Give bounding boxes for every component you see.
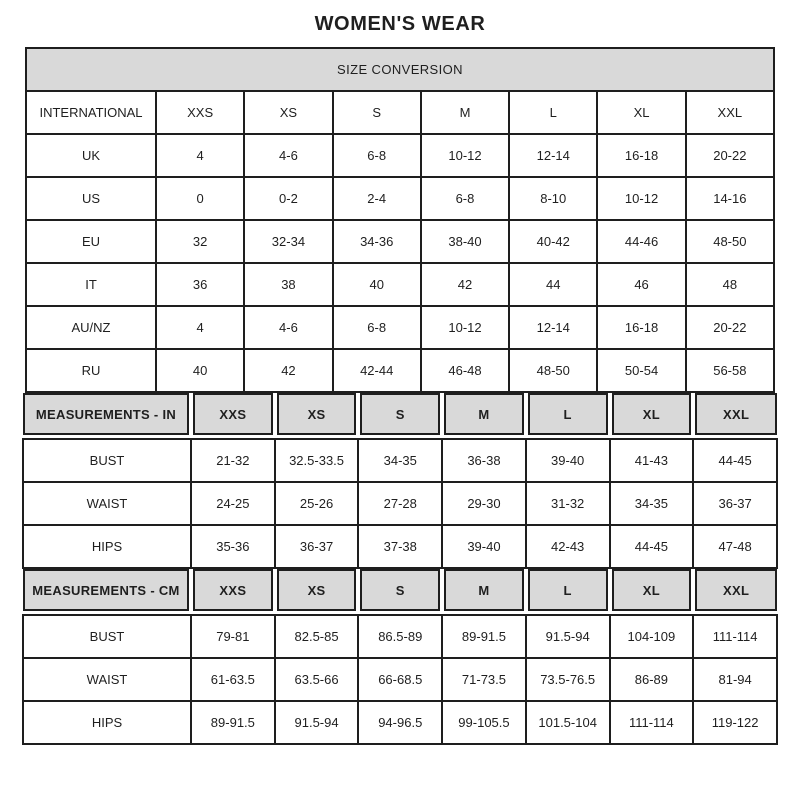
table-cell: 8-10 xyxy=(509,177,597,220)
table-cell: 48 xyxy=(686,263,774,306)
table-cell: 34-36 xyxy=(333,220,421,263)
table-row xyxy=(23,525,777,568)
table-cell: 6-8 xyxy=(333,134,421,177)
table-title-cell: MEASUREMENTS - IN xyxy=(23,393,189,435)
column-header: S xyxy=(333,91,421,134)
table-cell: 0 xyxy=(156,177,244,220)
table-cell: 36 xyxy=(156,263,244,306)
size-conversion-table xyxy=(0,47,800,393)
table-cell: 34-35 xyxy=(358,439,442,482)
table-cell: 32-34 xyxy=(244,220,332,263)
table-row xyxy=(26,177,774,220)
header-cell xyxy=(526,393,610,439)
column-header: XL xyxy=(612,393,692,435)
table-cell: 119-122 xyxy=(693,701,777,744)
table-cell: 38 xyxy=(244,263,332,306)
table-cell: 39-40 xyxy=(526,439,610,482)
table-cell: 10-12 xyxy=(421,306,509,349)
table-cell: 10-12 xyxy=(421,134,509,177)
header-cell xyxy=(442,569,526,615)
table-cell: 32 xyxy=(156,220,244,263)
row-label: AU/NZ xyxy=(26,306,156,349)
table-row xyxy=(23,439,777,482)
table-title-cell: SIZE CONVERSION xyxy=(26,48,774,91)
table-cell: 63.5-66 xyxy=(275,658,359,701)
table-cell: 25-26 xyxy=(275,482,359,525)
table-row xyxy=(23,482,777,525)
table-row xyxy=(26,220,774,263)
table-cell: 16-18 xyxy=(597,306,685,349)
column-header: XXL xyxy=(686,91,774,134)
table-cell: 27-28 xyxy=(358,482,442,525)
column-header: S xyxy=(360,569,440,611)
header-cell xyxy=(23,393,191,439)
table-cell: 16-18 xyxy=(597,134,685,177)
column-header: XS xyxy=(277,393,357,435)
column-header: XXS xyxy=(193,569,273,611)
table-cell: 4 xyxy=(156,306,244,349)
table-cell: 94-96.5 xyxy=(358,701,442,744)
table-cell: 36-37 xyxy=(275,525,359,568)
table-cell: 48-50 xyxy=(509,349,597,392)
table-cell: 24-25 xyxy=(191,482,275,525)
header-cell xyxy=(526,569,610,615)
table-cell: 86.5-89 xyxy=(358,615,442,658)
table-cell: 82.5-85 xyxy=(275,615,359,658)
table-row xyxy=(26,306,774,349)
table-cell: 44 xyxy=(509,263,597,306)
header-cell xyxy=(191,393,275,439)
row-label: BUST xyxy=(23,615,191,658)
table-cell: 2-4 xyxy=(333,177,421,220)
table-cell: 89-91.5 xyxy=(442,615,526,658)
table-cell: 99-105.5 xyxy=(442,701,526,744)
table-cell: 42 xyxy=(244,349,332,392)
table-cell: 34-35 xyxy=(610,482,694,525)
table-cell: 91.5-94 xyxy=(275,701,359,744)
measurements-in-grid xyxy=(22,393,778,569)
table-cell: 66-68.5 xyxy=(358,658,442,701)
column-header: M xyxy=(444,569,524,611)
table-cell: 48-50 xyxy=(686,220,774,263)
table-cell: 89-91.5 xyxy=(191,701,275,744)
table-title-cell: MEASUREMENTS - CM xyxy=(23,569,189,611)
table-cell: 32.5-33.5 xyxy=(275,439,359,482)
row-label: US xyxy=(26,177,156,220)
table-cell: 12-14 xyxy=(509,134,597,177)
table-cell: 42-43 xyxy=(526,525,610,568)
row-label: EU xyxy=(26,220,156,263)
table-cell: 42 xyxy=(421,263,509,306)
header-cell xyxy=(23,569,191,615)
column-header: L xyxy=(509,91,597,134)
table-cell: 44-45 xyxy=(610,525,694,568)
column-header: XXS xyxy=(156,91,244,134)
column-header: XXS xyxy=(193,393,273,435)
column-header: L xyxy=(528,393,608,435)
column-header: XS xyxy=(277,569,357,611)
row-label: WAIST xyxy=(23,658,191,701)
table-cell: 37-38 xyxy=(358,525,442,568)
measurements-cm-grid xyxy=(22,569,778,745)
table-cell: 21-32 xyxy=(191,439,275,482)
table-cell: 91.5-94 xyxy=(526,615,610,658)
table-row xyxy=(23,701,777,744)
table-cell: 40 xyxy=(333,263,421,306)
column-header: L xyxy=(528,569,608,611)
table-row xyxy=(26,134,774,177)
header-cell xyxy=(275,569,359,615)
table-cell: 104-109 xyxy=(610,615,694,658)
row-label: UK xyxy=(26,134,156,177)
header-cell xyxy=(693,393,777,439)
table-row xyxy=(26,349,774,392)
table-cell: 40-42 xyxy=(509,220,597,263)
table-cell: 4 xyxy=(156,134,244,177)
table-cell: 86-89 xyxy=(610,658,694,701)
column-header: M xyxy=(421,91,509,134)
table-cell: 38-40 xyxy=(421,220,509,263)
table-cell: 44-45 xyxy=(693,439,777,482)
column-header: XL xyxy=(612,569,692,611)
header-cell xyxy=(358,393,442,439)
table-cell: 79-81 xyxy=(191,615,275,658)
header-cell xyxy=(693,569,777,615)
table-cell: 10-12 xyxy=(597,177,685,220)
table-cell: 81-94 xyxy=(693,658,777,701)
table-cell: 4-6 xyxy=(244,134,332,177)
page-title: WOMEN'S WEAR xyxy=(314,13,486,35)
table-cell: 6-8 xyxy=(421,177,509,220)
header-cell xyxy=(191,569,275,615)
measurements-in-table xyxy=(0,393,800,569)
table-cell: 0-2 xyxy=(244,177,332,220)
table-row xyxy=(23,658,777,701)
table-cell: 29-30 xyxy=(442,482,526,525)
table-cell: 71-73.5 xyxy=(442,658,526,701)
table-cell: 41-43 xyxy=(610,439,694,482)
column-header: S xyxy=(360,393,440,435)
table-cell: 56-58 xyxy=(686,349,774,392)
header-cell xyxy=(358,569,442,615)
header-cell xyxy=(442,393,526,439)
table-cell: 20-22 xyxy=(686,306,774,349)
table-cell: 111-114 xyxy=(610,701,694,744)
table-cell: 44-46 xyxy=(597,220,685,263)
size-conversion-grid xyxy=(25,47,775,393)
row-label: BUST xyxy=(23,439,191,482)
table-cell: 12-14 xyxy=(509,306,597,349)
table-cell: 40 xyxy=(156,349,244,392)
column-header: M xyxy=(444,393,524,435)
column-header: XXL xyxy=(695,569,777,611)
row-label: HIPS xyxy=(23,701,191,744)
table-cell: 20-22 xyxy=(686,134,774,177)
header-cell xyxy=(610,569,694,615)
header-cell xyxy=(275,393,359,439)
table-cell: 50-54 xyxy=(597,349,685,392)
row-label: WAIST xyxy=(23,482,191,525)
table-cell: 73.5-76.5 xyxy=(526,658,610,701)
column-header: XXL xyxy=(695,393,777,435)
measurements-cm-table xyxy=(0,569,800,745)
table-cell: 35-36 xyxy=(191,525,275,568)
table-cell: 46-48 xyxy=(421,349,509,392)
table-cell: 47-48 xyxy=(693,525,777,568)
table-cell: 46 xyxy=(597,263,685,306)
table-row xyxy=(23,615,777,658)
table-cell: 36-38 xyxy=(442,439,526,482)
table-cell: 6-8 xyxy=(333,306,421,349)
table-cell: 61-63.5 xyxy=(191,658,275,701)
table-cell: 14-16 xyxy=(686,177,774,220)
column-header: XS xyxy=(244,91,332,134)
row-label: IT xyxy=(26,263,156,306)
table-cell: 4-6 xyxy=(244,306,332,349)
table-cell: 39-40 xyxy=(442,525,526,568)
row-label-column-header: INTERNATIONAL xyxy=(26,91,156,134)
table-row xyxy=(26,263,774,306)
table-cell: 111-114 xyxy=(693,615,777,658)
row-label: RU xyxy=(26,349,156,392)
row-label: HIPS xyxy=(23,525,191,568)
table-cell: 36-37 xyxy=(693,482,777,525)
column-header: XL xyxy=(597,91,685,134)
table-cell: 42-44 xyxy=(333,349,421,392)
table-cell: 31-32 xyxy=(526,482,610,525)
table-cell: 101.5-104 xyxy=(526,701,610,744)
header-cell xyxy=(610,393,694,439)
